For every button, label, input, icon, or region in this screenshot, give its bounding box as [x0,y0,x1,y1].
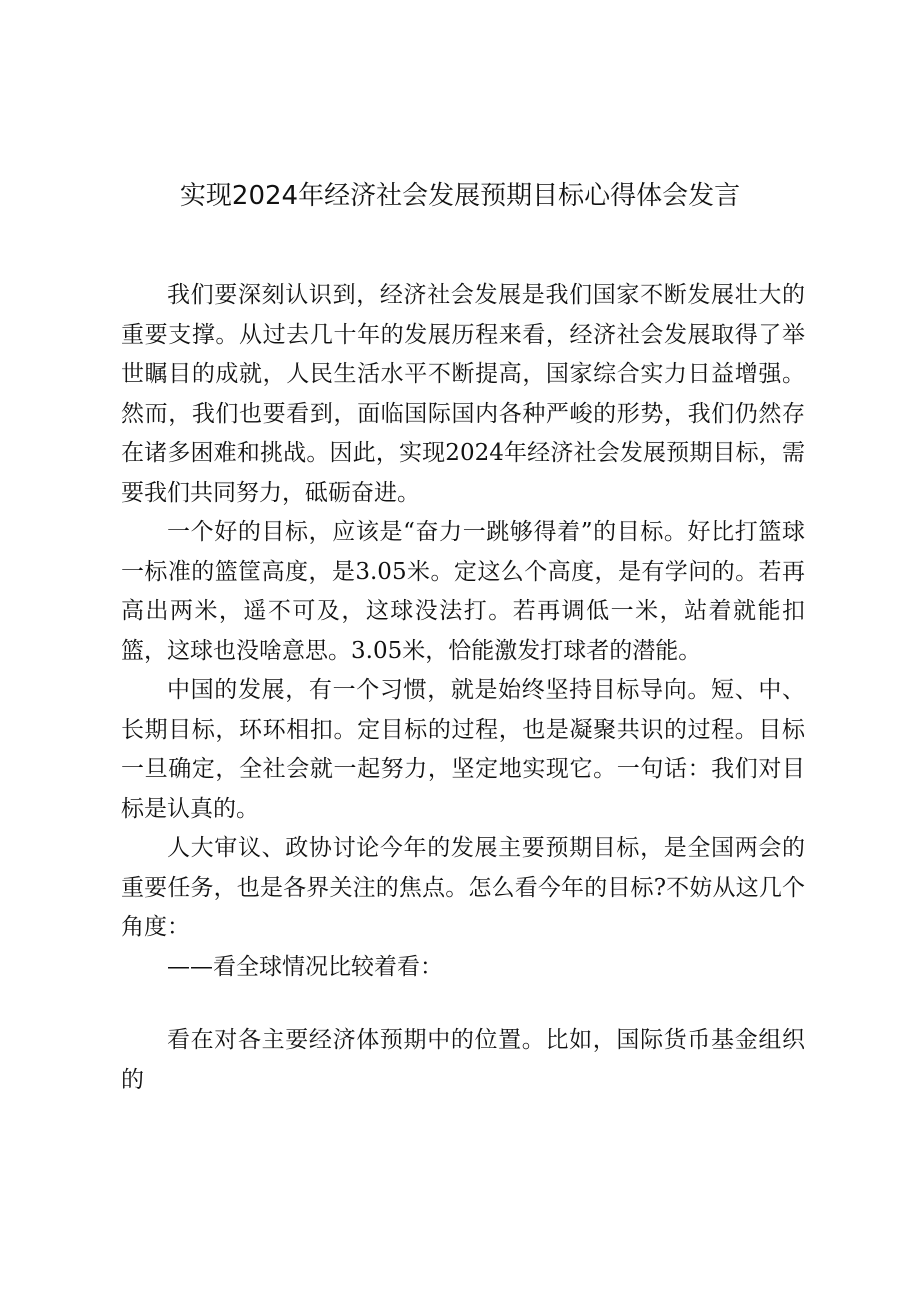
paragraph: 一个好的目标，应该是“奋力一跳够得着”的目标。好比打篮球一标准的篮筐高度，是3.05米。定这么个高度，是有学问的。若再高出两米，遥不可及，这球没法打。若再调低一米，站着就能扣篮，这球也没啥意思。3.05米，恰能激发打球者的潜能。 [121,519,805,664]
document-title: 实现2024年经济社会发展预期目标心得体会发言 [179,181,741,211]
paragraph: 我们要深刻认识到，经济社会发展是我们国家不断发展壮大的重要支撑。从过去几十年的发展历程来看，经济社会发展取得了举世瞩目的成就，人民生活水平不断提高，国家综合实力日益增强。然而，我们也要看到，面临国际国内各种严峻的形势，我们仍然存在诸多困难和挑战。因此，实现2024年经济社会发展预期目标，需要我们共同努力，砥砺奋进。 [121,282,805,506]
paragraph: 看在对各主要经济体预期中的位置。比如，国际货币基金组织的 [121,1027,805,1093]
paragraph-subheading: ——看全球情况比较着看： [167,953,443,980]
paragraph: 中国的发展，有一个习惯，就是始终坚持目标导向。短、中、长期目标，环环相扣。定目标的过程，也是凝聚共识的过程。目标一旦确定，全社会就一起努力，坚定地实现它。一句话：我们对目标是认真的。 [121,677,805,822]
paragraph: 人大审议、政协讨论今年的发展主要预期目标，是全国两会的重要任务，也是各界关注的焦点。怎么看今年的目标?不妨从这几个角度： [121,835,805,940]
document-body [121,276,805,1100]
